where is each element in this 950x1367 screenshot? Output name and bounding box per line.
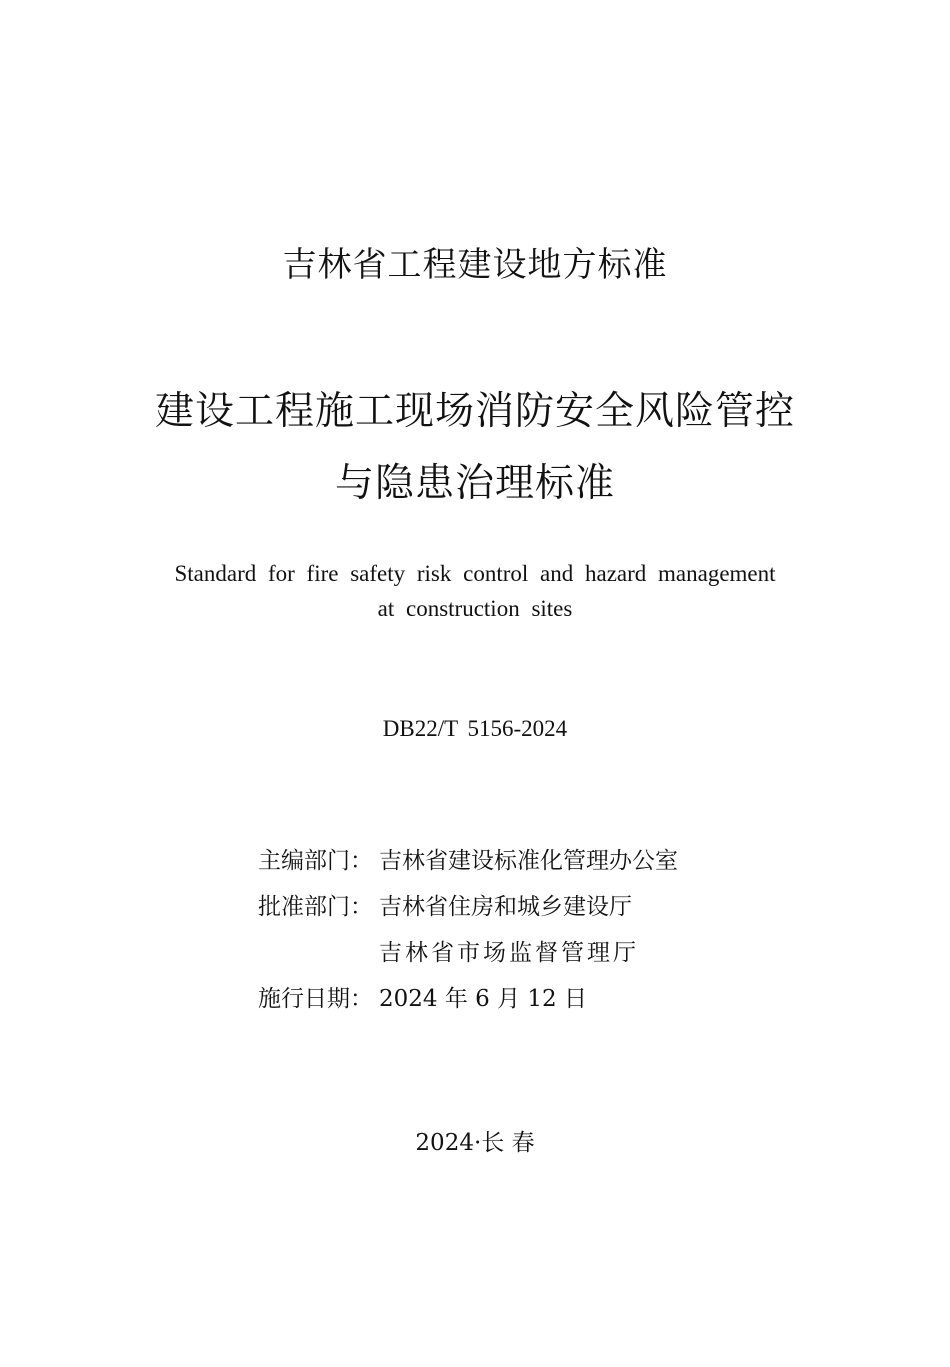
chief-editor-row xyxy=(258,845,678,877)
chief-editor-label: 主编部门： xyxy=(258,848,373,874)
approval-label: 批准部门： xyxy=(258,894,373,920)
effective-date-value: 2024 年 6 月 12 日 xyxy=(379,986,587,1012)
english-title-line-2: at construction sites xyxy=(377,596,573,621)
document-title-line-1: 建设工程施工现场消防安全风险管控 xyxy=(154,389,795,434)
effective-date-row xyxy=(258,983,587,1015)
approval-value-1: 吉林省住房和城乡建设厅 xyxy=(379,894,632,920)
approval-value-2: 吉林省市场监督管理厅 xyxy=(379,940,639,966)
standard-code: DB22/T 5156-2024 xyxy=(382,716,568,741)
chief-editor-value: 吉林省建设标准化管理办公室 xyxy=(379,848,678,874)
document-title-line-2: 与隐患治理标准 xyxy=(334,461,615,506)
english-title-line-1: Standard for fire safety risk control and hazard management xyxy=(174,561,776,586)
publication-footer: 2024·长 春 xyxy=(415,1130,535,1156)
approval-row xyxy=(258,891,632,923)
effective-date-label: 施行日期： xyxy=(258,986,373,1012)
standard-series-title: 吉林省工程建设地方标准 xyxy=(282,245,668,285)
approval-row-2 xyxy=(258,937,639,969)
